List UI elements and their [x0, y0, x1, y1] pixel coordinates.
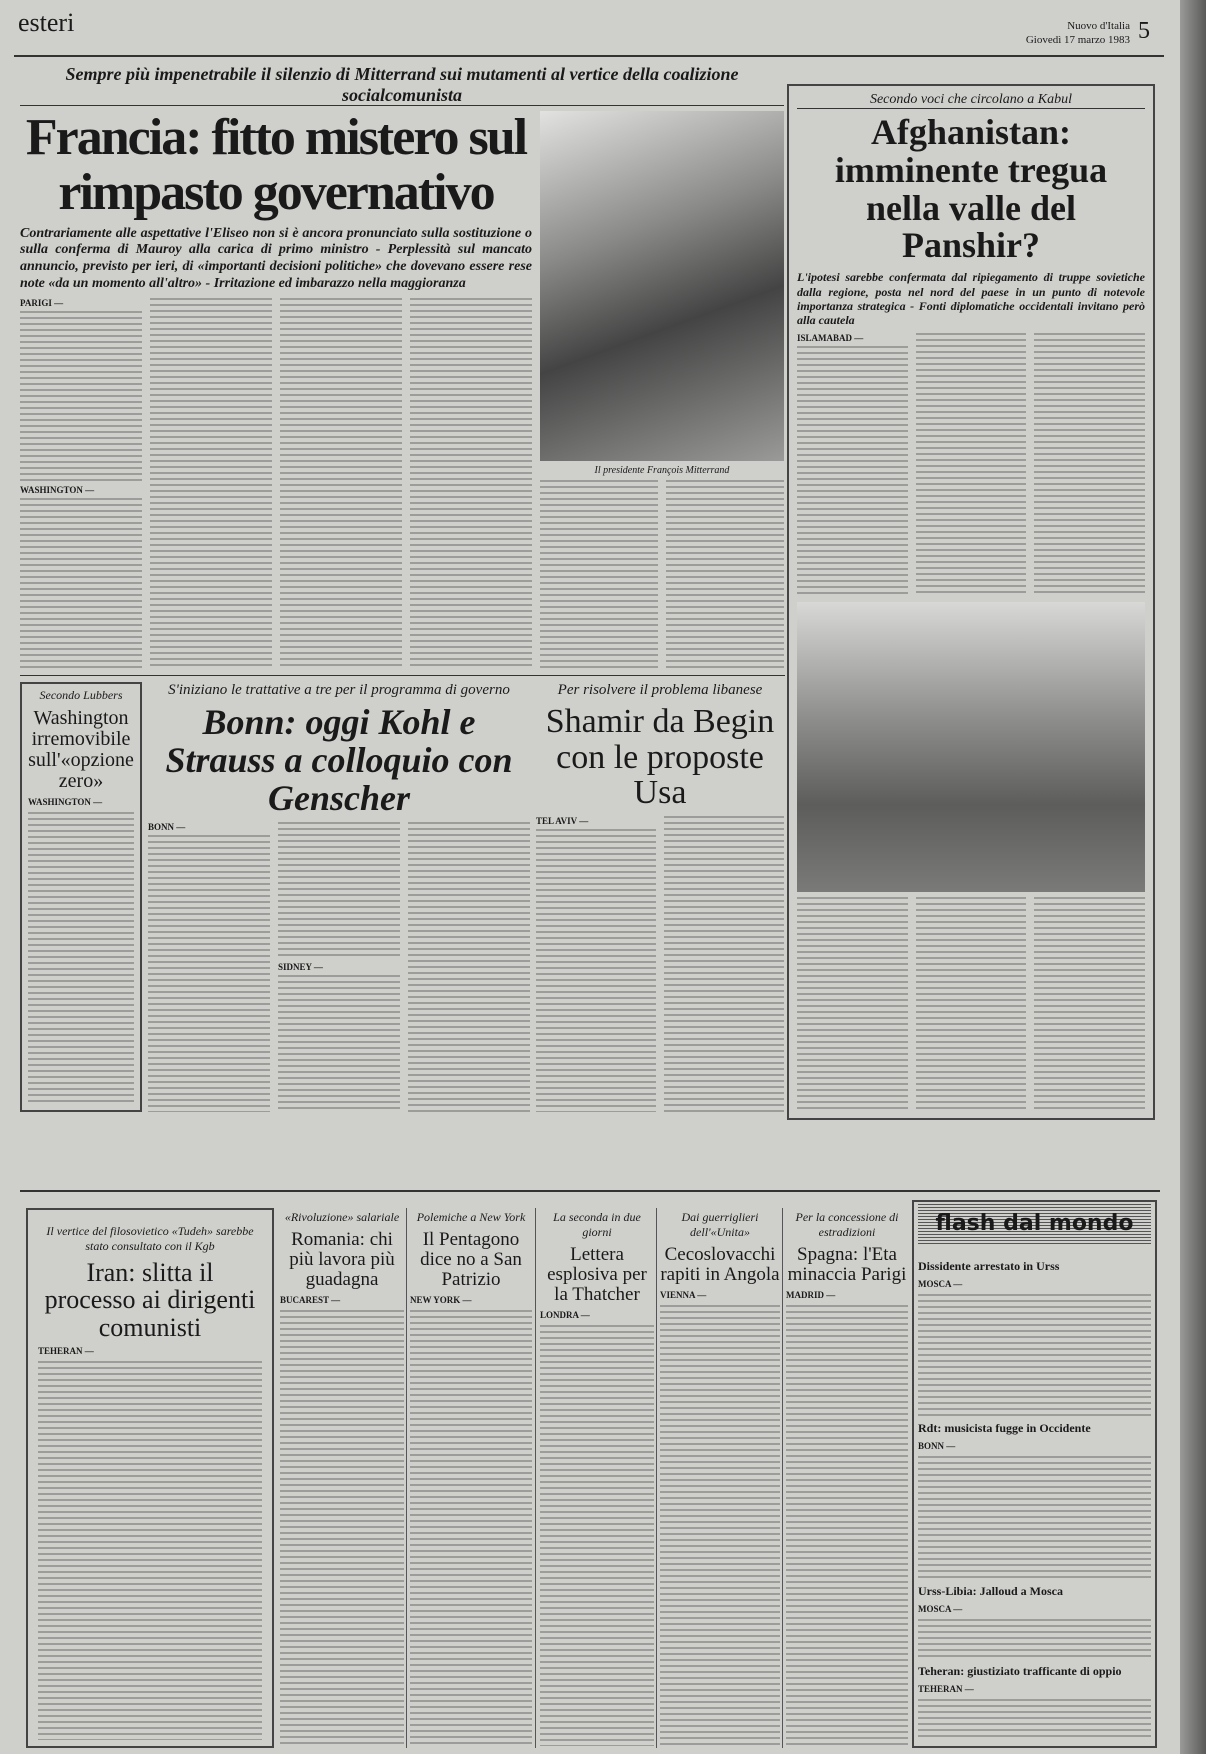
flash-item-text [918, 1294, 1151, 1416]
article-column [666, 480, 784, 670]
article-column [148, 835, 270, 1112]
story-kicker: «Rivoluzione» salariale [284, 1210, 400, 1224]
article-column [664, 816, 784, 1112]
article-column [408, 822, 530, 1112]
dateline: LONDRA — [540, 1309, 590, 1320]
article-column [150, 298, 272, 670]
francia-story [20, 64, 784, 670]
article-column [797, 346, 908, 597]
divider [20, 675, 785, 676]
dateline: BONN — [918, 1441, 956, 1452]
dateline: BONN — [148, 822, 186, 833]
article-column [280, 1310, 404, 1746]
romania-story [280, 1210, 404, 1746]
article-column [20, 498, 142, 670]
shamir-kicker: Per risolvere il problema libanese [557, 682, 763, 698]
bonn-story [148, 682, 530, 1112]
francia-kicker: Sempre più impenetrabile il silenzio di Mitterrand sui mutamenti al vertice della coalizione socialcomunista [20, 64, 784, 106]
article-column [28, 812, 134, 1106]
divider [656, 1208, 657, 1748]
afghanistan-headline: Afghanistan: imminente tregua nella valle del Panshir? [834, 112, 1108, 266]
section-title: esteri [18, 8, 75, 37]
shamir-story [536, 682, 784, 1112]
story-kicker: Dai guerriglieri dell'«Unita» [681, 1210, 759, 1239]
dateline: PARIGI — [20, 297, 64, 308]
article-column [20, 311, 142, 483]
article-column [278, 822, 400, 959]
flash-item-title: Teheran: giustiziato trafficante di oppio [918, 1664, 1122, 1679]
story-headline: Spagna: l'Eta minaccia Parigi [787, 1244, 907, 1285]
article-column [280, 298, 402, 670]
page-gutter [1180, 0, 1206, 1754]
washington-kicker: Secondo Lubbers [39, 688, 123, 702]
story-kicker: Per la concessione di estradizioni [795, 1210, 899, 1239]
issue-date: Giovedì 17 marzo 1983 [1025, 34, 1130, 46]
francia-subhead: Contrariamente alle aspettative l'Eliseo non si è ancora pronunciato sulla sostituzione o sulla conferma di Mauroy alla carica di primo ministro - Perplessità sul mancato annuncio, previsto per ieri, di «importanti decisioni politiche» che dovevano essere rese note «da un momento all'altro» - Irritazione ed imbarazzo nella maggioranza [20, 225, 532, 291]
article-column [1034, 897, 1145, 1112]
flash-item-text [918, 1699, 1151, 1740]
thatcher-story [540, 1210, 654, 1746]
photo-caption: Il presidente François Mitterrand [594, 465, 730, 477]
bonn-headline: Bonn: oggi Kohl e Strauss a colloquio con Genscher [165, 702, 513, 818]
shamir-headline: Shamir da Begin con le proposte Usa [545, 703, 775, 812]
page-number: 5 [1138, 18, 1150, 44]
divider [20, 1190, 1160, 1192]
washington-headline: Washington irremovibile sull'«opzione zero» [28, 707, 134, 792]
story-kicker: La seconda in due giorni [553, 1210, 641, 1239]
afghanistan-kicker: Secondo voci che circolano a Kabul [797, 92, 1145, 109]
dateline: BUCAREST — [280, 1294, 341, 1305]
dateline: MOSCA — [918, 1603, 963, 1614]
divider [535, 1208, 536, 1748]
dateline: WASHINGTON — [28, 797, 103, 807]
flash-title: flash dal mondo [918, 1204, 1151, 1244]
divider [406, 1208, 407, 1748]
story-headline: Iran: slitta il processo ai dirigenti comunisti [44, 1258, 256, 1342]
francia-headline: Francia: fitto mistero sul rimpasto governativo [25, 109, 527, 221]
dateline: TEHERAN — [918, 1684, 974, 1695]
story-headline: Cecoslovacchi rapiti in Angola [660, 1244, 780, 1285]
story-headline: Lettera esplosiva per la Thatcher [547, 1244, 647, 1305]
article-column [786, 1305, 908, 1746]
dateline: MOSCA — [918, 1279, 963, 1289]
dateline: NEW YORK — [410, 1294, 472, 1305]
story-headline: Il Pentagono dice no a San Patrizio [420, 1229, 522, 1290]
paper-name: Nuovo d'Italia [1067, 20, 1130, 32]
dateline: ISLAMABAD — [797, 332, 864, 343]
washington-box [20, 682, 142, 1112]
dateline: WASHINGTON — [20, 485, 95, 496]
iran-box [26, 1208, 274, 1748]
flash-item-text [918, 1619, 1151, 1660]
flash-item-title: Rdt: musicista fugge in Occidente [918, 1421, 1091, 1436]
dateline: VIENNA — [660, 1289, 707, 1300]
dateline: TEHERAN — [38, 1345, 94, 1356]
flash-item-title: Dissidente arrestato in Urss [918, 1259, 1060, 1273]
article-column [1034, 333, 1145, 597]
flash-item-title: Urss-Libia: Jalloud a Mosca [918, 1583, 1064, 1598]
dateline: MADRID — [786, 1289, 836, 1300]
article-column [410, 298, 532, 670]
flash-item-text [918, 1456, 1151, 1578]
story-kicker: Il vertice del filosovietico «Tudeh» sarebbe stato consultato con il Kgb [46, 1224, 254, 1253]
dateline: TEL AVIV — [536, 816, 589, 827]
story-headline: Romania: chi più lavora più guadagna [289, 1229, 395, 1290]
angola-story [660, 1210, 780, 1746]
article-column [916, 333, 1027, 597]
afghanistan-subhead: L'ipotesi sarebbe confermata dal ripiegamento di truppe sovietiche dalla regione, posta nel nord del paese in un punto di notevole importanza strategica - Fonti diplomatiche occidentali invitano però alla cautela [797, 270, 1145, 328]
afghanistan-box [787, 84, 1155, 1120]
mitterrand-photo [540, 111, 784, 461]
article-column [540, 480, 658, 670]
article-column [540, 1325, 654, 1746]
header-rule [14, 55, 1164, 57]
article-column [536, 829, 656, 1112]
story-kicker: Polemiche a New York [416, 1210, 526, 1224]
pentagono-story [410, 1210, 532, 1746]
flash-box [912, 1200, 1157, 1748]
spagna-story [786, 1210, 908, 1746]
article-column [797, 897, 908, 1112]
article-column [38, 1361, 262, 1740]
article-column [660, 1305, 780, 1746]
article-column [410, 1310, 532, 1746]
dateline: SIDNEY — [278, 962, 323, 973]
article-column [916, 897, 1027, 1112]
afghan-soldiers-photo [797, 602, 1145, 892]
article-column [278, 975, 400, 1112]
bonn-kicker: S'iniziano le trattative a tre per il programma di governo [168, 682, 510, 698]
divider [782, 1208, 783, 1748]
